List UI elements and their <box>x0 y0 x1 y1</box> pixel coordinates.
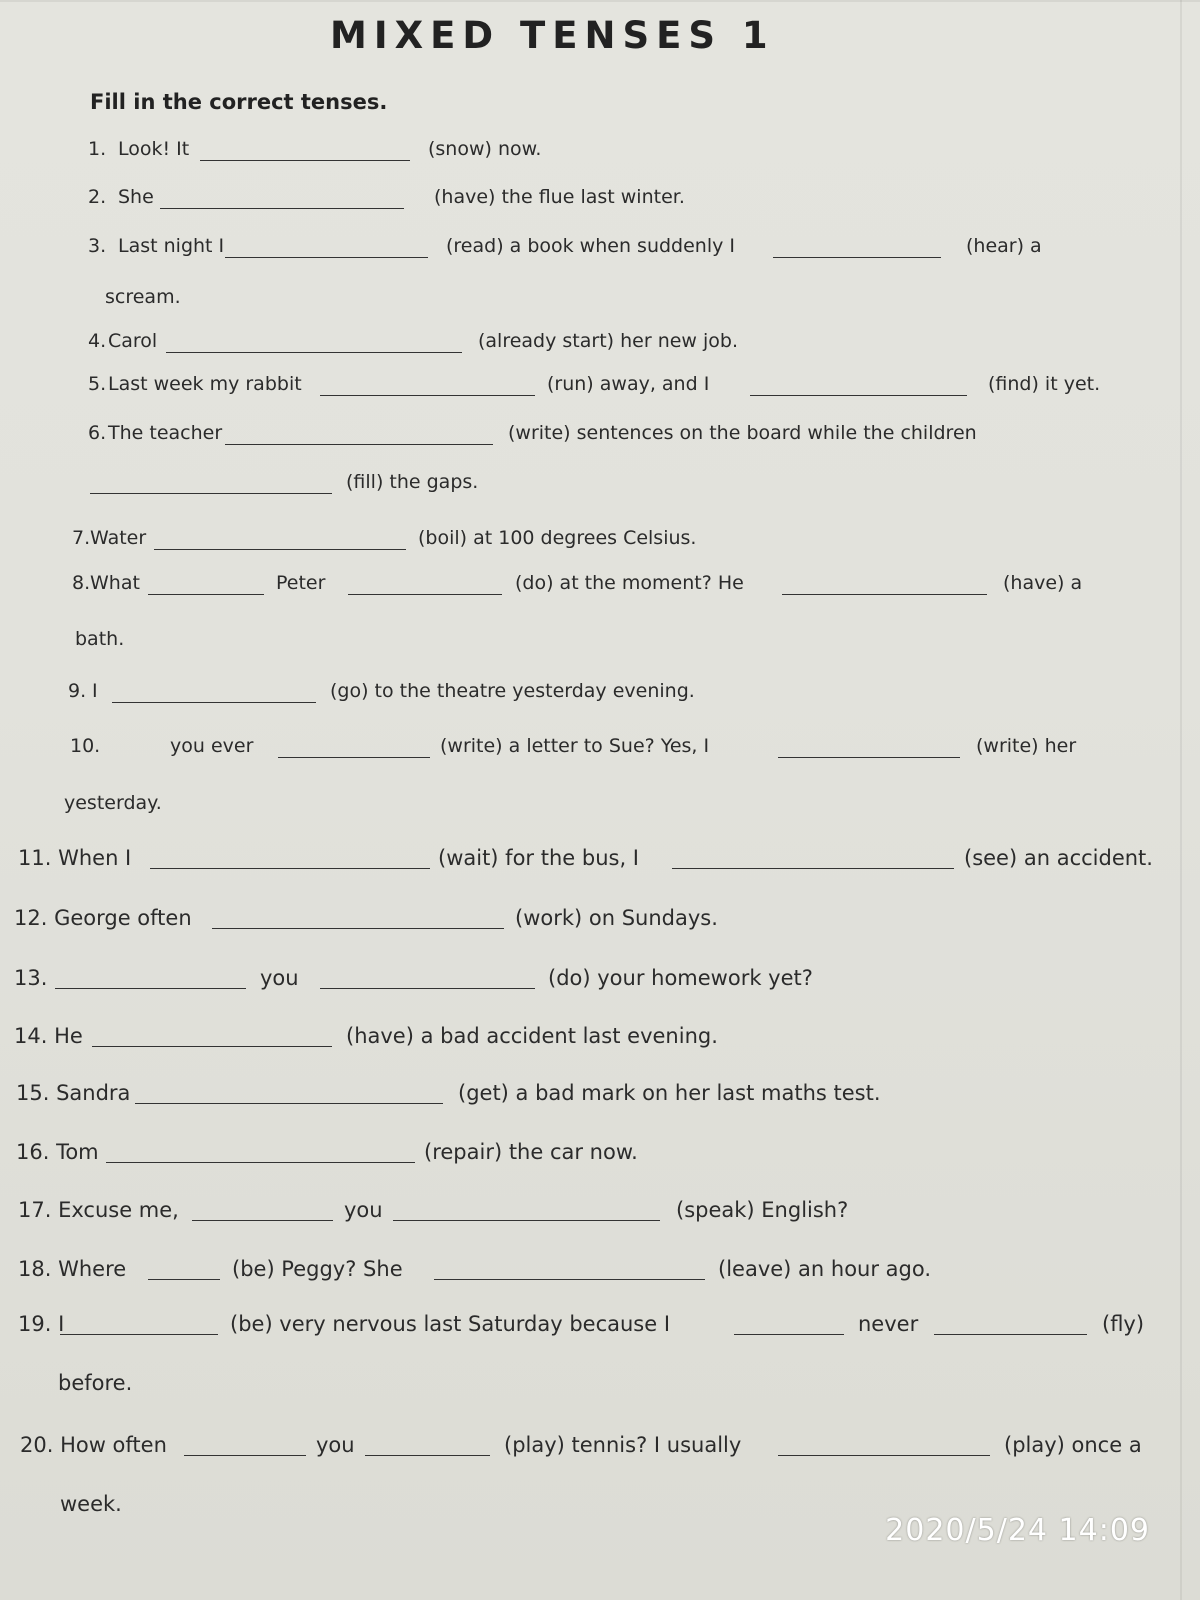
exercise-text: (already start) her new job. <box>478 330 739 352</box>
answer-blank[interactable] <box>434 1279 705 1280</box>
exercise-line <box>0 527 1200 557</box>
answer-blank[interactable] <box>778 757 960 758</box>
answer-blank[interactable] <box>212 928 504 929</box>
exercise-text: The teacher <box>108 422 223 444</box>
answer-blank[interactable] <box>672 868 954 869</box>
exercise-line <box>0 138 1200 168</box>
exercise-text: you <box>344 1198 383 1222</box>
exercise-line <box>0 680 1200 710</box>
answer-blank[interactable] <box>320 395 535 396</box>
answer-blank[interactable] <box>393 1220 660 1221</box>
exercise-text: 15. Sandra <box>16 1081 131 1105</box>
answer-blank[interactable] <box>365 1455 490 1456</box>
exercise-text: Last week my rabbit <box>108 373 302 395</box>
exercise-text: (leave) an hour ago. <box>718 1257 932 1281</box>
exercise-text: (write) sentences on the board while the children <box>508 422 977 444</box>
worksheet-title: MIXED TENSES 1 <box>330 14 775 57</box>
exercise-line <box>0 1371 1200 1401</box>
exercise-text: (fly) <box>1102 1312 1145 1336</box>
paper-edge <box>0 0 1200 2</box>
answer-blank[interactable] <box>192 1220 333 1221</box>
exercise-text: Carol <box>108 330 158 352</box>
answer-blank[interactable] <box>782 594 987 595</box>
exercise-line <box>0 1140 1200 1170</box>
answer-blank[interactable] <box>278 757 430 758</box>
exercise-line <box>0 1433 1200 1463</box>
exercise-text: I <box>92 680 98 702</box>
answer-blank[interactable] <box>778 1455 990 1456</box>
exercise-text: 20. How often <box>20 1433 167 1457</box>
exercise-text: 6. <box>88 422 107 444</box>
exercise-text: (wait) for the bus, I <box>438 846 639 870</box>
exercise-text: 11. When I <box>18 846 132 870</box>
exercise-text: Last night I <box>118 235 225 257</box>
exercise-text: scream. <box>105 286 181 308</box>
exercise-text: (hear) a <box>966 235 1042 257</box>
answer-blank[interactable] <box>348 594 502 595</box>
exercise-line <box>0 572 1200 602</box>
exercise-text: (work) on Sundays. <box>515 906 718 930</box>
answer-blank[interactable] <box>166 352 462 353</box>
exercise-text: bath. <box>75 628 125 650</box>
exercise-text: (go) to the theatre yesterday evening. <box>330 680 695 702</box>
exercise-line <box>0 906 1200 936</box>
exercise-line <box>0 846 1200 876</box>
answer-blank[interactable] <box>934 1334 1087 1335</box>
exercise-text: (boil) at 100 degrees Celsius. <box>418 527 697 549</box>
exercise-text: (snow) now. <box>428 138 542 160</box>
exercise-line <box>0 628 1200 658</box>
answer-blank[interactable] <box>225 257 428 258</box>
exercise-text: Peter <box>276 572 326 594</box>
exercise-line <box>0 1312 1200 1342</box>
exercise-text: (have) a <box>1003 572 1083 594</box>
exercise-text: 4. <box>88 330 107 352</box>
exercise-text: never <box>858 1312 919 1336</box>
exercise-text: you ever <box>170 735 254 757</box>
exercise-text: (read) a book when suddenly I <box>446 235 735 257</box>
answer-blank[interactable] <box>55 988 246 989</box>
answer-blank[interactable] <box>734 1334 844 1335</box>
exercise-line <box>0 1081 1200 1111</box>
exercise-line <box>0 235 1200 265</box>
exercise-text: (do) your homework yet? <box>548 966 813 990</box>
answer-blank[interactable] <box>750 395 967 396</box>
exercise-text: (be) Peggy? She <box>232 1257 403 1281</box>
answer-blank[interactable] <box>135 1103 443 1104</box>
exercise-line <box>0 373 1200 403</box>
exercise-text: yesterday. <box>64 792 162 814</box>
answer-blank[interactable] <box>225 444 493 445</box>
exercise-line <box>0 471 1200 501</box>
exercise-text: (play) once a <box>1004 1433 1142 1457</box>
exercise-text: 17. Excuse me, <box>18 1198 179 1222</box>
exercise-line <box>0 186 1200 216</box>
answer-blank[interactable] <box>320 988 535 989</box>
exercise-text: 18. Where <box>18 1257 127 1281</box>
exercise-text: Water <box>90 527 147 549</box>
answer-blank[interactable] <box>60 1334 218 1335</box>
answer-blank[interactable] <box>154 549 406 550</box>
answer-blank[interactable] <box>773 257 941 258</box>
exercise-text: (run) away, and I <box>547 373 710 395</box>
exercise-text: 9. <box>68 680 87 702</box>
exercise-text: (write) a letter to Sue? Yes, I <box>440 735 710 757</box>
exercise-text: week. <box>60 1492 122 1516</box>
exercise-text: before. <box>58 1371 133 1395</box>
exercise-text: (be) very nervous last Saturday because I <box>230 1312 671 1336</box>
exercise-line <box>0 330 1200 360</box>
photo-timestamp: 2020/5/24 14:09 <box>885 1513 1150 1548</box>
exercise-text: 12. George often <box>14 906 192 930</box>
exercise-text: (see) an accident. <box>964 846 1153 870</box>
answer-blank[interactable] <box>184 1455 306 1456</box>
exercise-text: you <box>316 1433 355 1457</box>
exercise-text: 1. <box>88 138 107 160</box>
exercise-line <box>0 792 1200 822</box>
exercise-text: She <box>118 186 154 208</box>
exercise-text: (repair) the car now. <box>424 1140 638 1164</box>
exercise-text: (fill) the gaps. <box>346 471 479 493</box>
exercise-text: 5. <box>88 373 107 395</box>
exercise-text: (do) at the moment? He <box>515 572 744 594</box>
exercise-text: Look! It <box>118 138 190 160</box>
exercise-text: What <box>90 572 140 594</box>
exercise-text: (get) a bad mark on her last maths test. <box>458 1081 881 1105</box>
exercise-text: 3. <box>88 235 107 257</box>
answer-blank[interactable] <box>90 493 332 494</box>
exercise-text: (find) it yet. <box>988 373 1101 395</box>
exercise-text: (speak) English? <box>676 1198 849 1222</box>
exercise-text: 13. <box>14 966 48 990</box>
exercise-text: 10. <box>70 735 101 757</box>
answer-blank[interactable] <box>148 594 264 595</box>
exercise-line <box>0 286 1200 316</box>
exercise-line <box>0 735 1200 765</box>
exercise-line <box>0 966 1200 996</box>
exercise-text: 8. <box>72 572 91 594</box>
exercise-line <box>0 1257 1200 1287</box>
exercise-text: 16. Tom <box>16 1140 99 1164</box>
answer-blank[interactable] <box>150 868 430 869</box>
answer-blank[interactable] <box>160 208 404 209</box>
exercise-line <box>0 1198 1200 1228</box>
exercise-text: (write) her <box>976 735 1077 757</box>
exercise-text: you <box>260 966 299 990</box>
exercise-line <box>0 422 1200 452</box>
exercise-text: (have) a bad accident last evening. <box>346 1024 718 1048</box>
instruction-text: Fill in the correct tenses. <box>90 90 388 114</box>
exercise-text: 7. <box>72 527 91 549</box>
answer-blank[interactable] <box>148 1279 220 1280</box>
answer-blank[interactable] <box>106 1162 415 1163</box>
exercise-line <box>0 1024 1200 1054</box>
exercise-text: 2. <box>88 186 107 208</box>
answer-blank[interactable] <box>200 160 410 161</box>
exercise-text: 14. He <box>14 1024 83 1048</box>
answer-blank[interactable] <box>112 702 316 703</box>
exercise-text: (have) the flue last winter. <box>434 186 685 208</box>
exercise-text: (play) tennis? I usually <box>504 1433 742 1457</box>
answer-blank[interactable] <box>92 1046 332 1047</box>
exercise-text: 19. I <box>18 1312 65 1336</box>
